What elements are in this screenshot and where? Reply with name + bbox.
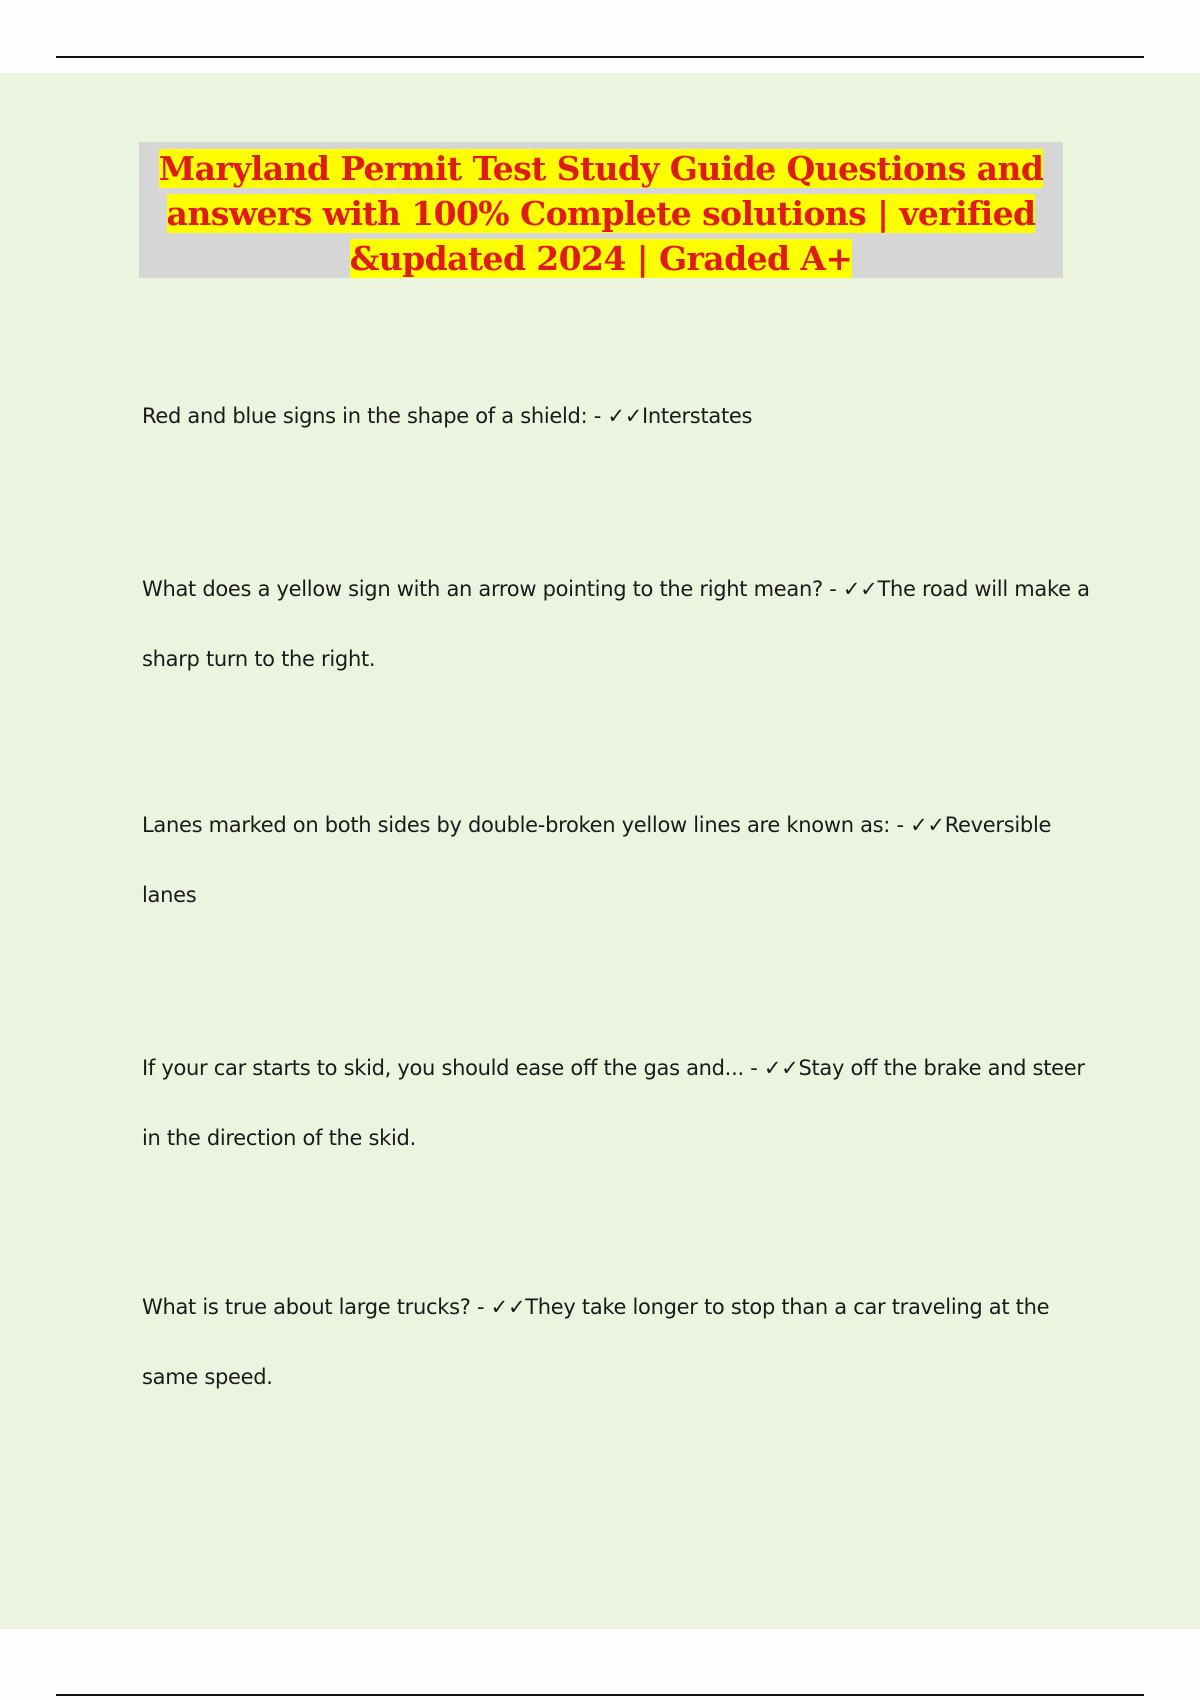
- question-text: Lanes marked on both sides by double-broken yellow lines are known as: -: [142, 813, 904, 837]
- qa-item: [142, 1272, 1102, 1412]
- answer-text: Stay off the brake and steer in the direction of the skid.: [142, 1056, 1085, 1150]
- document-title: [139, 146, 1063, 281]
- checkmark-icon: ✓✓: [763, 1056, 799, 1080]
- answer-text: Interstates: [642, 404, 753, 428]
- title-box: [139, 142, 1063, 278]
- title-line: Maryland Permit Test Study Guide Questions and: [158, 149, 1044, 188]
- header-rule: [56, 56, 1144, 58]
- question-text: What does a yellow sign with an arrow pointing to the right mean? -: [142, 577, 837, 601]
- footer-rule: [56, 1694, 1144, 1696]
- checkmark-icon: ✓✓: [607, 404, 643, 428]
- question-text: What is true about large trucks? -: [142, 1295, 485, 1319]
- answer-text: Reversible lanes: [142, 813, 1052, 907]
- question-text: If your car starts to skid, you should ease off the gas and... -: [142, 1056, 758, 1080]
- qa-item: [142, 554, 1102, 694]
- checkmark-icon: ✓✓: [490, 1295, 526, 1319]
- title-line: &updated 2024 | Graded A+: [349, 239, 853, 278]
- answer-text: They take longer to stop than a car traveling at the same speed.: [142, 1295, 1050, 1389]
- qa-item: [142, 790, 1102, 930]
- question-text: Red and blue signs in the shape of a shield: -: [142, 404, 602, 428]
- checkmark-icon: ✓✓: [842, 577, 878, 601]
- checkmark-icon: ✓✓: [910, 813, 945, 837]
- answer-text: The road will make a sharp turn to the right.: [142, 577, 1090, 671]
- qa-item: [142, 381, 1102, 451]
- title-line: answers with 100% Complete solutions | verified: [166, 194, 1036, 233]
- qa-item: [142, 1033, 1102, 1173]
